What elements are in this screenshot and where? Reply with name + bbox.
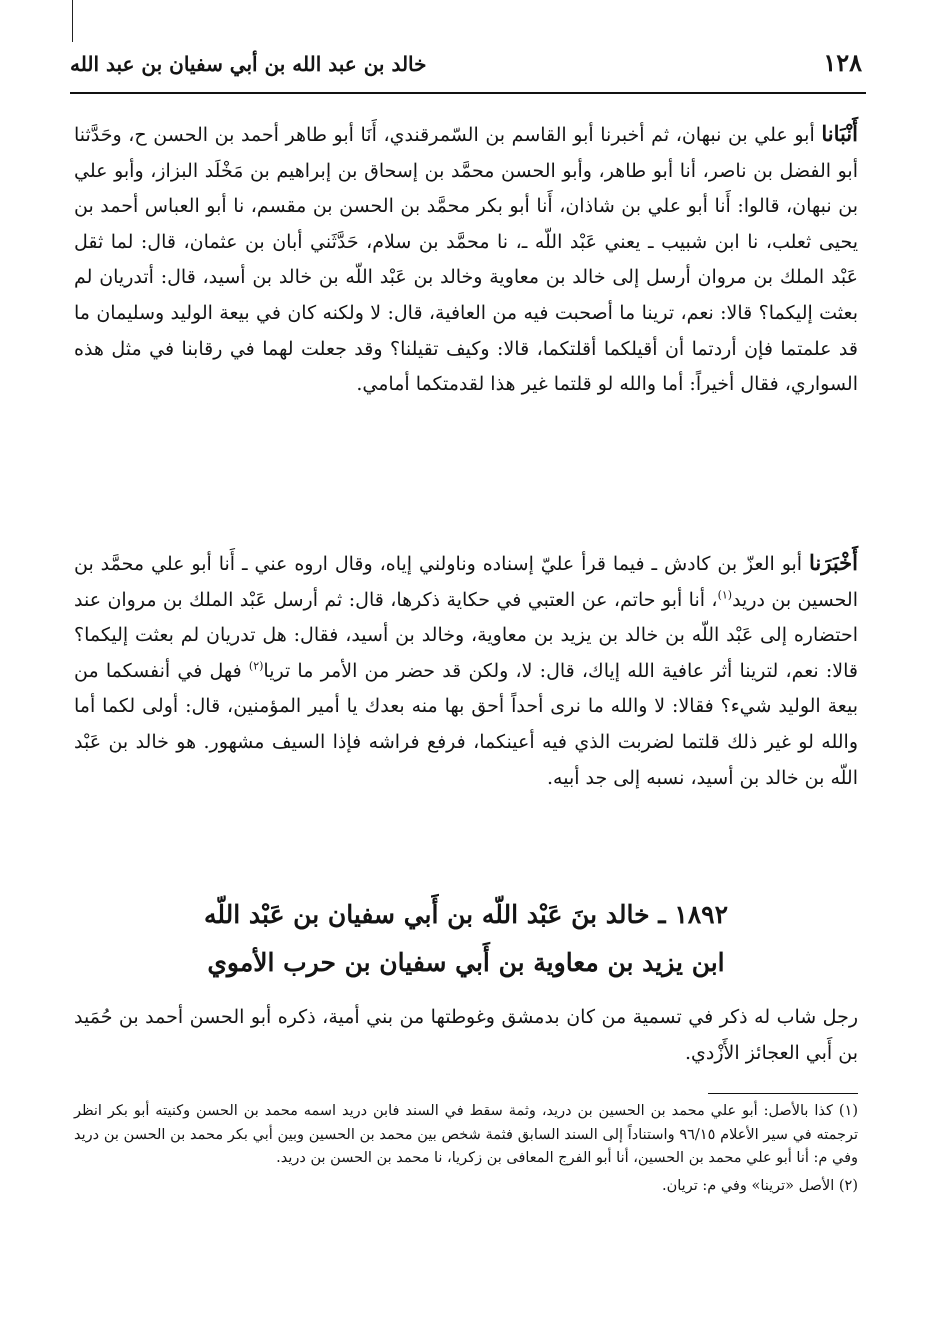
footnote-2-text: الأصل «ترينا» وفي م: تريان.	[661, 1177, 835, 1194]
entry-heading-line-1: ١٨٩٢ ـ خالد بنَ عَبْد اللّه بن أَبي سفيان بن عَبْد اللّه	[203, 900, 729, 929]
page-number: ١٢٨	[823, 48, 862, 77]
paragraph-2	[74, 545, 858, 796]
footnote-1	[74, 1100, 858, 1171]
entry-heading-line-2: ابن يزيد بن معاوية بن أَبي سفيان بن حرب الأموي	[207, 948, 725, 977]
paragraph-2-text-c: فهل في أنفسكما من بيعة الوليد شيء؟ فقالا: لا والله ما نرى أحداً أحق بها منه بعدك يا أمير المؤمنين، قال: أولى لكما أما والله لو غير ذلك قلتما لضربت الذي فيه أعينكما، فرفع فراشه فإذا السيف مشهور. هو خالد بن عَبْد اللّه بن خالد بن أسيد، نسبه إلى جد أبيه.	[74, 659, 858, 789]
footnote-ref-1[interactable]: (١)	[717, 588, 733, 602]
paragraph-3-text: رجل شاب له ذكر في تسمية من كان بدمشق وغوطتها من بني أمية، ذكره أبو الحسن أحمد بن حُمَيد بن أَبي العجائز الأَزْدي.	[74, 1006, 858, 1064]
running-title: خالد بن عبد الله بن أبي سفيان بن عبد الله	[70, 52, 427, 76]
paragraph-2-lead: أَخْبَرَنا	[809, 550, 858, 575]
footnote-1-text: كذا بالأصل: أبو علي محمد بن الحسين بن دريد، وثمة سقط في السند فابن دريد اسمه محمد بن الحسن وكنيته أبو بكر انظر ترجمته في سير الأعلام ٩٦/١٥ واستناداً إلى السند السابق فثمة شخص بين محمد بن الحسين وبين أبي بكر محمد بن الحسن بن دريد وفي م: أنا أبو علي محمد بن الحسين، أنا أبو الفرج المعافى بن زكريا، نا محمد بن الحسن بن دريد.	[74, 1103, 858, 1166]
footnote-ref-2[interactable]: (٢)	[248, 659, 264, 673]
paragraph-1-lead: أَنْبَانا	[821, 121, 858, 146]
footnote-2-marker: (٢)	[838, 1177, 858, 1194]
paragraph-2-text-b: ، أنا أبو حاتم، عن العتبي في حكاية ذكرها، قال: ثم أرسل عَبْد الملك بن مروان عند احتضاره إلى عَبْد اللّه بن خالد بن يزيد بن معاوية، وخالد بن أسيد، فقال: هل تدريان لم بعثت إليكما؟ قالا: نعم، لترينا أثر عافية الله إياك، قال: لا، ولكن قد حضر من الأمر ما تريا	[74, 588, 858, 682]
footnote-1-marker: (١)	[838, 1103, 858, 1119]
paragraph-1-text: أبو علي بن نبهان، ثم أخبرنا أبو القاسم بن السّمرقندي، أَنَا أبو طاهر أحمد بن الحسن ح، وحَدَّثنا أبو الفضل بن ناصر، أنا أبو طاهر، وأبو الحسن محمَّد بن إسحاق بن إبراهيم بن مَخْلَد البزاز، وأبو علي بن نبهان، قالوا: أَنا أبو علي بن شاذان، أَنا أبو بكر محمَّد بن الحسن بن مقسم، نا أبو العباس أحمد بن يحيى ثعلب، نا ابن شبيب ـ يعني عَبْد اللّه ـ، نا محمَّد بن سلام، حَدَّثَني أبان بن عثمان، قال: لما ثقل عَبْد الملك بن مروان أرسل إلى خالد بن معاوية وخالد بن عَبْد اللّه بن خالد بن أسيد، قال: أتدريان لم بعثت إليكما؟ قالا: نعم، ترينا ما أصحبت فيه من العافية، قال: لا ولكنه كان في بيعة الوليد وسليمان ما قد علمتما فإن أردتما أن أقيلكما أقلتكما، قالا: وكيف تقيلنا؟ وقد جعلت لهما في رقابنا في مثل هذه السواري، فقال أخيراً: أما والله لو قلتما غير هذا لقدمتكما أمامي.	[74, 124, 858, 396]
margin-rule	[72, 0, 73, 42]
paragraph-3	[74, 1000, 858, 1071]
footnote-2	[74, 1175, 858, 1199]
footnotes	[74, 1100, 858, 1198]
paragraph-2-text-a: أبو العزّ بن كادش ـ فيما قرأ عليّ إسناده وناولني إياه، وقال اروه عني ـ أَنا أبو علي محمَّد بن الحسين بن دريد	[74, 553, 859, 611]
paragraph-1	[74, 116, 858, 403]
footnote-rule	[708, 1093, 858, 1094]
header-rule	[70, 92, 866, 94]
page-header	[60, 40, 862, 94]
